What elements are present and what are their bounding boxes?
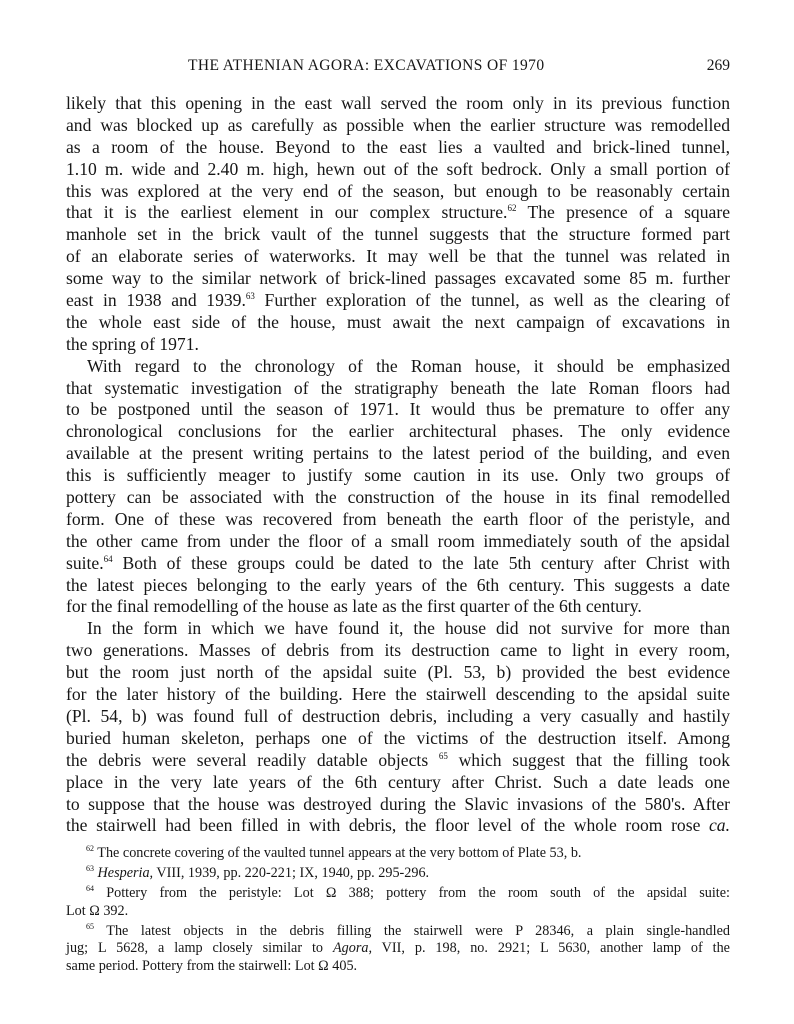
footnote-ref-62[interactable]: 62	[507, 203, 517, 214]
text-line	[66, 750, 730, 772]
body-text	[66, 93, 730, 837]
text-run: the stairwell had been filled in with debris, the floor level of the whole room rose	[66, 815, 709, 836]
text-line: chronological conclusions for the earlier architectural phases. The only evidence	[66, 421, 730, 442]
footnote-text: The latest objects in the debris filling the stairwell were P 28346, a plain single-handled	[106, 922, 730, 939]
running-title: THE ATHENIAN AGORA: EXCAVATIONS OF 1970	[188, 57, 545, 74]
text-run: The presence of a square	[516, 202, 730, 223]
text-line: pottery can be associated with the construction of the house in its final remodelled	[66, 487, 730, 508]
footnote-line: Lot Ω 392.	[66, 902, 129, 919]
running-header	[66, 57, 730, 77]
text-run: the debris were several readily datable objects	[66, 749, 439, 770]
footnote-ref-64[interactable]: 64	[103, 553, 113, 564]
text-line: to suppose that the house was destroyed during the Slavic invasions of the 580's. After	[66, 793, 730, 814]
footnote-number: 62	[86, 844, 94, 853]
text-line: the other came from under the floor of a small room immediately south of the apsidal	[66, 530, 730, 551]
footnote-text-italic: Hesperia,	[97, 864, 154, 881]
text-line: of an elaborate series of waterworks. It may well be that the tunnel was related in	[66, 246, 730, 267]
footnote-ref-65[interactable]: 65	[438, 750, 448, 761]
text-line: the spring of 1971.	[66, 333, 199, 354]
text-line: place in the very late years of the 6th century after Christ. Such a date leads one	[66, 771, 730, 792]
page-number: 269	[706, 57, 730, 74]
footnote-line: same period. Pottery from the stairwell: Lot Ω 405.	[66, 958, 358, 975]
text-line: some way to the similar network of brick-lined passages excavated some 85 m. further	[66, 268, 730, 289]
footnotes	[66, 845, 730, 978]
text-line: that systematic investigation of the stratigraphy beneath the late Roman floors had	[66, 377, 730, 398]
footnote-line	[66, 885, 730, 903]
footnote-line	[66, 923, 730, 941]
text-line	[66, 815, 730, 837]
text-run: east in 1938 and 1939.	[66, 290, 246, 311]
text-run-italic: ca.	[708, 815, 730, 836]
text-line: (Pl. 54, b) was found full of destruction debris, including a very casually and hastily	[66, 705, 730, 726]
footnote-text: Pottery from the peristyle: Lot Ω 388; pottery from the room south of the apsidal suite:	[106, 884, 730, 901]
text-line: this was explored at the very end of the season, but enough to be reasonably certain	[66, 180, 730, 201]
text-line: for the later history of the building. Here the stairwell descending to the apsidal suite	[66, 684, 730, 705]
footnote-number: 64	[86, 883, 94, 893]
text-line: available at the present writing pertains to the latest period of the building, and even	[66, 443, 730, 464]
footnote-62	[66, 845, 730, 863]
footnote-65	[66, 923, 730, 977]
paragraph-1	[66, 93, 730, 356]
text-line: for the final remodelling of the house as late as the first quarter of the 6th century.	[66, 596, 642, 617]
text-line	[66, 553, 730, 575]
footnote-number: 63	[86, 863, 94, 873]
text-line: to be postponed until the season of 1971. It would thus be premature to offer any	[66, 399, 730, 420]
text-line	[66, 290, 730, 312]
paragraph-2	[66, 356, 730, 619]
text-line: manhole set in the brick vault of the tunnel suggests that the structure formed part	[66, 224, 730, 245]
text-run: suite.	[66, 552, 104, 573]
text-run: which suggest that the filling took	[447, 749, 731, 770]
text-line: buried human skeleton, perhaps one of the victims of the destruction itself. Among	[66, 727, 730, 748]
text-line: and was blocked up as carefully as possible when the earlier structure was remodelled	[66, 114, 730, 135]
text-line: 1.10 m. wide and 2.40 m. high, hewn out of the soft bedrock. Only a small portion of	[66, 158, 730, 179]
text-line: With regard to the chronology of the Roman house, it should be emphasized	[87, 355, 730, 376]
text-line	[66, 202, 730, 224]
footnote-text: jug; L 5628, a lamp closely similar to	[66, 940, 333, 957]
text-line: this is sufficiently meager to justify some caution in its use. Only two groups of	[66, 465, 730, 486]
footnote-text: VIII, 1939, pp. 220-221; IX, 1940, pp. 295-296.	[153, 864, 430, 881]
text-run: Further exploration of the tunnel, as well as the clearing of	[254, 290, 731, 311]
text-line: form. One of these was recovered from beneath the earth floor of the peristyle, and	[66, 508, 730, 529]
footnote-63	[66, 865, 730, 883]
paragraph-3	[66, 618, 730, 837]
footnote-text: The concrete covering of the vaulted tunnel appears at the very bottom of Plate 53, b.	[97, 845, 582, 861]
footnote-line	[66, 845, 730, 863]
footnote-text-italic: Agora,	[332, 940, 372, 957]
text-line: as a room of the house. Beyond to the east lies a vaulted and brick-lined tunnel,	[66, 136, 730, 157]
text-line: In the form in which we have found it, the house did not survive for more than	[87, 618, 730, 639]
text-line: but the room just north of the apsidal suite (Pl. 53, b) provided the best evidence	[66, 662, 730, 683]
text-line: the latest pieces belonging to the early years of the 6th century. This suggests a date	[66, 574, 730, 595]
text-line: the whole east side of the house, must await the next campaign of excavations in	[66, 311, 730, 332]
text-line: two generations. Masses of debris from its destruction came to light in every room,	[66, 640, 730, 661]
footnote-line	[66, 940, 730, 958]
footnote-ref-63[interactable]: 63	[245, 291, 255, 302]
footnote-text: VII, p. 198, no. 2921; L 5630, another lamp of the	[371, 940, 730, 957]
text-line: likely that this opening in the east wall served the room only in its previous function	[66, 93, 730, 113]
footnote-number: 65	[86, 921, 94, 931]
text-run: that it is the earliest element in our complex structure.	[66, 202, 508, 223]
text-run: Both of these groups could be dated to the late 5th century after Christ with	[112, 552, 730, 573]
footnote-64	[66, 885, 730, 921]
footnote-line	[66, 865, 730, 883]
